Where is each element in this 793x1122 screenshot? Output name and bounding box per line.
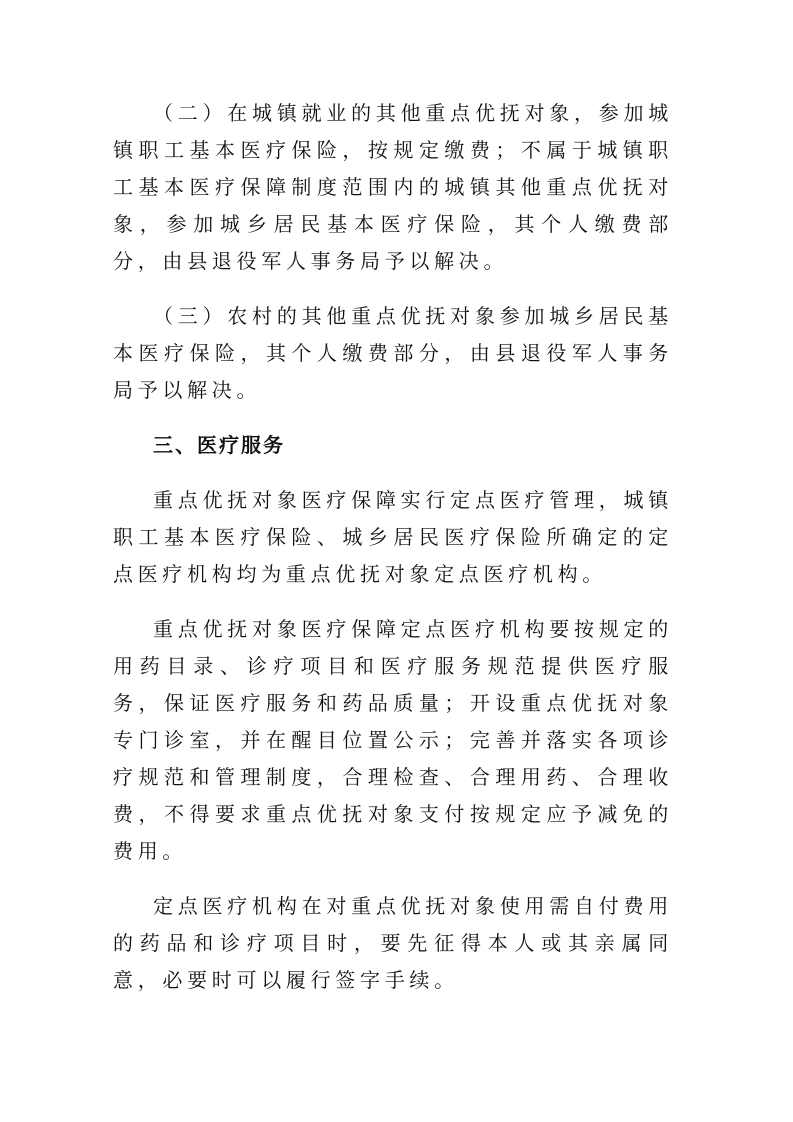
paragraph-designated-medical-management: 重点优抚对象医疗保障实行定点医疗管理，城镇职工基本医疗保险、城乡居民医疗保险所确定的定点医疗机构均为重点优抚对象定点医疗机构。 (113, 488, 673, 586)
paragraph-self-pay-consent: 定点医疗机构在对重点优抚对象使用需自付费用的药品和诊疗项目时，要先征得本人或其亲属同意，必要时可以履行签字手续。 (113, 894, 673, 992)
document-body (113, 95, 673, 1017)
paragraph-rural-other-recipients: （三）农村的其他重点优抚对象参加城乡居民基本医疗保险，其个人缴费部分，由县退役军人事务局予以解决。 (113, 304, 673, 402)
paragraph-urban-other-recipients: （二）在城镇就业的其他重点优抚对象，参加城镇职工基本医疗保险，按规定缴费；不属于城镇职工基本医疗保障制度范围内的城镇其他重点优抚对象，参加城乡居民基本医疗保险，其个人缴费部分，由县退役军人事务局予以解决。 (113, 101, 673, 273)
section-heading-medical-services: 三、医疗服务 (153, 433, 285, 457)
paragraph-designated-institution-requirements: 重点优抚对象医疗保障定点医疗机构要按规定的用药目录、诊疗项目和医疗服务规范提供医疗服务，保证医疗服务和药品质量；开设重点优抚对象专门诊室，并在醒目位置公示；完善并落实各项诊疗规范和管理制度，合理检查、合理用药、合理收费，不得要求重点优抚对象支付按规定应予减免的费用。 (113, 617, 673, 863)
